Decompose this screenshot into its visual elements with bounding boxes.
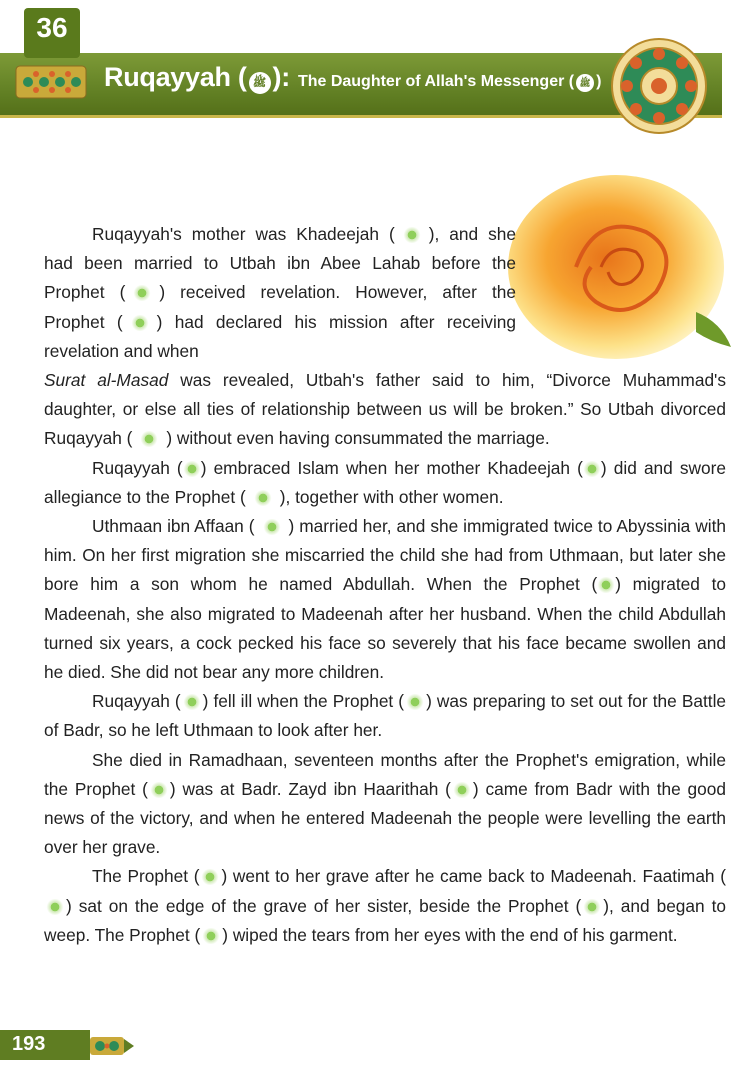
honorific-icon — [583, 899, 601, 915]
text-run: was revealed, Utbah's father said to him, “Divorce Muhammad's daughter, or else all ties of relationship between us will be broken.” So Utbah divorced Ruqayyah ( — [44, 370, 726, 449]
text-run: Ruqayyah's mother was Khadeejah ( — [92, 224, 395, 244]
text-run: ) received revelation. However, after the Prophet ( — [44, 282, 516, 332]
paragraph — [44, 512, 726, 687]
text-run: Ruqayyah ( — [92, 691, 181, 712]
honorific-icon — [403, 227, 421, 243]
text-run: ), together with other women. — [279, 486, 504, 507]
text-run: She died in Ramadhaan, seventeen months after the Prophet's emigration, while the Prophet ( — [44, 749, 726, 799]
honorific-icon — [201, 869, 219, 885]
honorific-icon — [140, 431, 158, 447]
rosette-ornament-icon — [608, 36, 710, 136]
text-run: Uthmaan ibn Affaan ( — [92, 516, 255, 537]
paragraph — [44, 862, 726, 950]
honorific-icon — [202, 928, 220, 944]
page-title — [104, 62, 601, 110]
honorific-icon — [183, 461, 201, 477]
page-ornament-icon — [88, 1031, 136, 1061]
honorific-icon — [597, 577, 615, 593]
paragraph — [44, 746, 726, 863]
honorific-icon — [406, 694, 424, 710]
text-run: ) sat on the edge of the grave of her sister, beside the Prophet ( — [66, 895, 582, 916]
title-main: Ruqayyah ( — [104, 62, 247, 92]
honorific-icon — [46, 899, 64, 915]
honorific-icon: ﷺ — [249, 72, 271, 94]
honorific-icon — [183, 694, 201, 710]
chapter-number: 36 — [36, 12, 68, 43]
honorific-icon — [131, 315, 149, 331]
text-run: ) went to her grave after he came back to Madeenah. Faatimah ( — [221, 866, 726, 887]
text-run: ) married her, and she immigrated twice to Abyssinia with him. On her first migration she miscarried the child she had from Uthmaan, but later she bore him a son whom he named Abdullah. When the Prophet ( — [44, 516, 726, 595]
honorific-icon — [254, 490, 272, 506]
honorific-icon: ﷺ — [576, 74, 594, 92]
honorific-icon — [150, 782, 168, 798]
article-body — [44, 220, 726, 950]
text-run: ) without even having consummated the marriage. — [166, 428, 550, 449]
text-run: ) had declared his mission after receiving revelation and when — [44, 311, 517, 361]
title-main-close: ): — [272, 62, 290, 92]
text-run: ) was at Badr. Zayd ibn Haarithah ( — [169, 778, 451, 799]
text-run: ) was preparing to set out for the Battle of Badr, so he left Uthmaan to look after her. — [44, 691, 727, 741]
left-ornament-icon — [10, 40, 92, 102]
paragraph — [44, 220, 726, 366]
text-run: ), and began to weep. The Prophet ( — [44, 895, 726, 945]
text-run: ) fell ill when the Prophet ( — [202, 691, 405, 712]
text-run: ) migrated to Madeenah, she also migrated to Madeenah after her husband. When the child Abdullah turned six years, a cock pecked his face so severely that his face became swollen and he died. She did not bear any more children. — [44, 574, 726, 683]
title-sub-close: ) — [596, 73, 602, 90]
honorific-icon — [263, 519, 281, 535]
page-number: 193 — [12, 1033, 46, 1055]
text-run: The Prophet ( — [92, 866, 200, 887]
text-run: ), and she had been married to Utbah ibn Abee Lahab before the Prophet ( — [44, 224, 516, 303]
text-run: ) did and swore allegiance to the Prophet ( — [44, 457, 726, 507]
paragraph — [44, 687, 726, 745]
text-run: Ruqayyah ( — [92, 457, 183, 478]
honorific-icon — [583, 461, 601, 477]
honorific-icon — [453, 782, 471, 798]
paragraph — [44, 454, 726, 512]
text-run: ) wiped the tears from her eyes with the end of his garment. — [222, 924, 678, 945]
text-run: ) embraced Islam when her mother Khadeejah ( — [200, 457, 583, 478]
honorific-icon — [133, 285, 151, 301]
title-sub: The Daughter of Allah's Messenger ( — [297, 73, 575, 90]
text-run: ) came from Badr with the good news of the victory, and when he entered Madeenah the people were levelling the earth over her grave. — [44, 778, 726, 858]
italic-text: Surat al-Masad — [44, 370, 169, 391]
paragraph — [44, 366, 726, 454]
